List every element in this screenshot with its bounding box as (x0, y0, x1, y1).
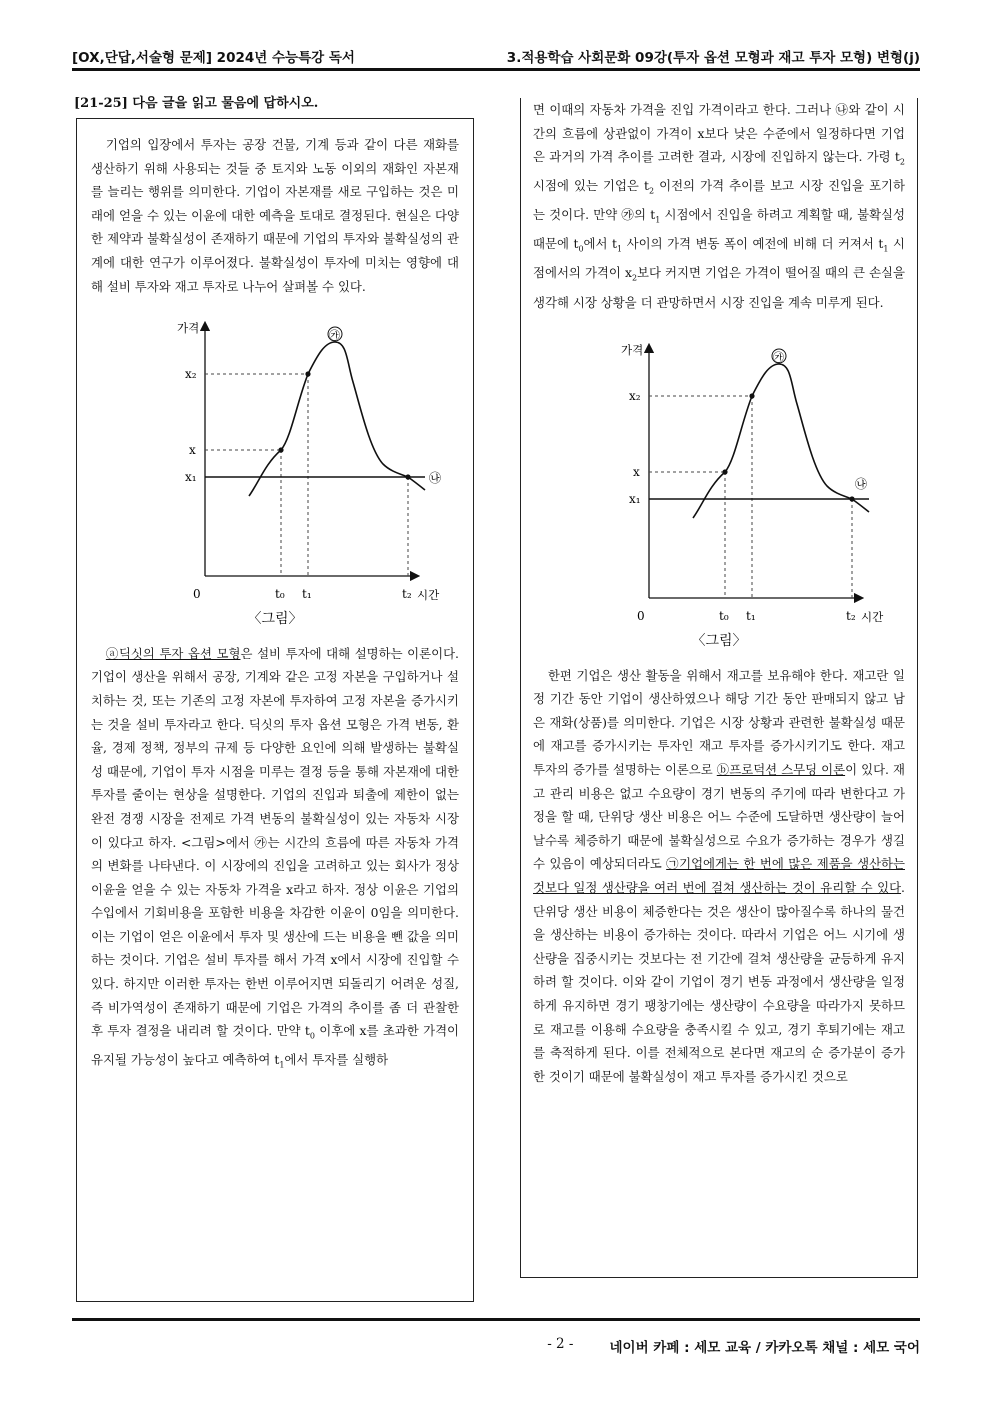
curve-a-label: ㉮ (329, 329, 340, 343)
header-left: [OX,단답,서술형 문제] 2024년 수능특강 독서 (72, 50, 355, 66)
y-tick-x1: x₁ (629, 492, 641, 507)
figure-caption: 〈그림〉 (247, 611, 303, 628)
page-number: - 2 - (547, 1336, 574, 1352)
underlined-claim: ㉠기업에게는 한 번에 많은 제품을 생산하는 것보다 일정 생산량을 여러 번에 걸쳐 생산하는 것이 유리할 수 있다 (533, 856, 905, 896)
x-tick-t0: t₀ (719, 609, 729, 624)
header-rule (72, 68, 920, 71)
y-tick-x2: x₂ (629, 389, 641, 404)
x-tick-t1: t₁ (746, 609, 756, 624)
paragraph-dixit: ⓐ딕싯의 투자 옵션 모형은 설비 투자에 대해 설명하는 이론이다. 기업이 생산을 위해서 공장, 기계와 같은 고정 자본을 구입하거나 설치하는 것, 또는 기존의 고정 자본에 투자하여 고정 자본을 증가시키는 것을 설비 투자라고 한다. 딕싯의 투자 옵션 모형은 가격 변동, 환율, 경제 정책, 정부의 규제 등 다양한 요인에 의해 발생하는 불확실성 때문에, 기업이 투자 시점을 미루는 결정 등을 통해 자본재에 대한 투자를 줄이는 현상을 설명한다. 기업의 진입과 퇴출에 제한이 없는 완전 경쟁 시장을 전제로 가격 변동의 불확실성이 있는 자동차 시장이 있다고 하자. <그림>에서 ㉮는 시간의 흐름에 따른 자동차 가격의 변화를 나타낸다. 이 시장에의 진입을 고려하고 있는 회사가 정상 이윤을 얻을 수 있는 자동차 가격을 x라고 하자. 정상 이윤은 기업의 수입에서 기회비용을 포함한 비용을 차감한 이윤이 0임을 의미한다. 이는 기업이 얻은 이윤에서 투자 및 생산에 드는 비용을 뺀 값을 의미하는 것이다. 기업은 설비 투자를 해서 가격 x에서 시장에 진입할 수 있다. 하지만 이러한 투자는 한번 이루어지면 되돌리기 어려운 성질, 즉 비가역성이 존재하기 때문에 기업은 가격의 추이를 좀 더 관찰한 후 투자 결정을 내리려 할 것이다. 만약 $t_0$ 이후에 x를 초과한 가격이 유지될 가능성이 높다고 예측하여 $t_1$에서 투자를 실행하 (91, 645, 460, 1070)
passage-left (76, 118, 474, 1302)
paragraph-inventory: 한편 기업은 생산 활동을 위해서 재고를 보유해야 한다. 재고란 일정 기간 동안 기업이 생산하였으나 해당 기간 동안 판매되지 않고 남은 재화(상품)를 의미한다. 기업은 시장 상황과 관련한 불확실성 때문에 재고를 증가시키는 투자인 재고 투자를 증가시키기도 한다. 재고 투자의 증가를 설명하는 이론으로 ⓑ프로덕션 스무딩 이론이 있다. 재고 관리 비용은 없고 수요량이 경기 변동의 주기에 따라 변한다고 가정을 할 때, 단위당 생산 비용은 어느 수준에 도달하면 생산량이 늘어날수록 체증하기 때문에 불확실성으로 수요가 증가하는 경우가 생길 수 있음이 예상되더라도 ㉠기업에게는 한 번에 많은 제품을 생산하는 것보다 일정 생산량을 여러 번에 걸쳐 생산하는 것이 유리할 수 있다. 단위당 생산 비용이 체증한다는 것은 생산이 많아질수록 하나의 물건을 생산하는 비용이 증가하는 것이다. 따라서 기업은 어느 시기에 생산량을 집중시키는 것보다는 전 기간에 걸쳐 생산량을 균등하게 유지하려 할 것이다. 이와 같이 기업이 경기 변동 과정에서 생산량을 일정하게 유지하면 경기 팽창기에는 생산량이 수요량을 따라가지 못하므로 재고를 이용해 수요량을 충족시킬 수 있고, 경기 후퇴기에는 재고를 축적하게 된다. 이를 전체적으로 본다면 재고의 순 증가분이 증가한 것이기 때문에 불확실성이 재고 투자를 증가시킨 것으로 (533, 667, 906, 1084)
x-axis-label: 시간 (417, 588, 440, 603)
y-tick-x1: x₁ (185, 470, 197, 485)
mark-b: ⓑ (716, 762, 730, 778)
footer-text: 네이버 카페 : 세모 교육 / 카카오톡 채널 : 세모 국어 (609, 1340, 920, 1356)
y-tick-x: x (189, 443, 196, 458)
origin-label: 0 (193, 587, 201, 602)
curve-a-label: ㉮ (773, 351, 784, 365)
price-graph-copy (569, 328, 884, 628)
y-tick-x2: x₂ (185, 367, 197, 382)
question-title: [21-25] 다음 글을 읽고 물음에 답하시오. (74, 96, 319, 111)
header-right: 3.적용학습 사회문화 09강(투자 옵션 모형과 재고 투자 모형) 변형(j) (506, 50, 920, 66)
page-header (72, 44, 920, 66)
x-tick-t2: t₂ (402, 587, 412, 602)
price-graph (125, 306, 442, 606)
x-tick-t1: t₁ (302, 587, 312, 602)
y-tick-x: x (633, 465, 640, 480)
curve-b-label: ㉯ (855, 477, 868, 492)
page-footer (547, 1336, 920, 1356)
origin-label: 0 (637, 609, 645, 624)
paragraph-entry-price: 면 이때의 자동차 가격을 진입 가격이라고 한다. 그러나 ㉯와 같이 시간의 흐름에 상관없이 가격이 x보다 낮은 수준에서 일정하다면 기업은 과거의 가격 추이를 고려한 결과, 시장에 진입하지 않는다. 가령 $t_2$ 시점에 있는 기업은 $t_2$ 이전의 가격 추이를 보고 시장 진입을 포기하는 것이다. 만약 ㉮의 $t_1$ 시점에서 진입을 하려고 계획할 때, 불확실성 때문에 $t_0$에서 $t_1$ 사이의 가격 변동 폭이 예전에 비해 더 커져서 $t_1$ 시점에서의 가격이 $x_2$보다 커지면 기업은 가격이 떨어질 때의 큰 손실을 생각해 시장 상황을 더 관망하면서 시장 진입을 계속 미루게 된다. (533, 102, 906, 310)
x-tick-t2: t₂ (846, 609, 856, 624)
x-axis-label: 시간 (861, 610, 884, 625)
y-axis-label: 가격 (177, 321, 200, 336)
curve-b-label: ㉯ (429, 471, 442, 486)
figure-caption: 〈그림〉 (691, 633, 747, 650)
passage-right (520, 98, 918, 1278)
y-axis-label: 가격 (621, 343, 644, 358)
footer-rule (72, 1318, 920, 1321)
paragraph-intro: 기업의 입장에서 투자는 공장 건물, 기계 등과 같이 다른 재화를 생산하기 위해 사용되는 것들 중 토지와 노동 이외의 재화인 자본재를 늘리는 행위를 의미한다. 기업이 자본재를 새로 구입하는 것은 미래에 얻을 수 있는 이윤에 대한 예측을 토대로 결정된다. 현실은 다양한 제약과 불확실성이 존재하기 때문에 기업의 투자와 불확실성의 관계에 대한 연구가 이루어졌다. 불확실성이 투자에 미치는 영향에 대해 설비 투자와 재고 투자로 나누어 살펴볼 수 있다. (91, 137, 459, 294)
mark-a: ⓐ (105, 645, 119, 661)
dixit-model-term: 딕싯의 투자 옵션 모형 (118, 645, 241, 661)
x-tick-t0: t₀ (275, 587, 285, 602)
production-smoothing-term: 프로덕션 스무딩 이론 (729, 762, 846, 778)
